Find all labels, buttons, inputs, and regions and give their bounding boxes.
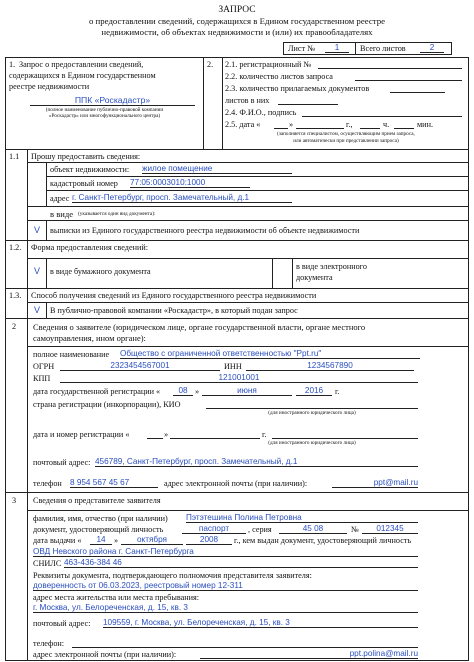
section-1-2-number: 1.2. [9,243,22,252]
attached-docs-line [390,92,445,93]
section-1-text-3: реестре недвижимости [9,82,90,91]
sheet-count-label: 2.2. количество листов запроса [225,72,333,81]
inn-label: ИНН [224,362,242,371]
paper-form-label: в виде бумажного документа [50,267,151,276]
registration-number-label: 2.1. регистрационный № [225,60,312,69]
registration-date-label: дата государственной регистрации « [33,387,161,396]
registration-date-quote: » [195,387,200,396]
rep-doc-value: паспорт [182,525,246,534]
snils-label: СНИЛС [33,559,62,568]
form-subtitle-line-1: о предоставлении сведений, содержащихся в Едином государственном реестре [88,16,386,26]
sheet-number-value: 1 [325,44,349,53]
total-sheets-label: Всего листов [360,44,406,53]
form-subtitle-line-2: недвижимости, об объектах недвижимости и (или) их правообладателях [101,27,373,37]
office-note-2: или автоматически при представлении запроса) [293,138,399,144]
extract-option-label: выписки из Единого государственного реестра недвижимости об объекте недвижимости [50,226,360,235]
rep-phone-label: телефон: [33,639,65,648]
postal-address-value: 456789, Санкт-Петербург, просп. Замечательный, д.1 [95,458,418,467]
section-2b-number: 2 [12,322,17,331]
rep-issue-quote: » [114,536,119,545]
section-3-title: Сведения о представителе заявителя [33,496,161,505]
rep-issue-date-label: дата выдачи « [33,536,82,545]
attached-sheets-label: листов в них [225,96,270,105]
object-label: объект недвижимости: [50,165,130,174]
section-1-3-title: Способ получения сведений из Единого государственного реестра недвижимости [31,291,317,300]
country-note: (для иностранного юридического лица) [268,410,356,416]
date-hour-line [360,128,380,129]
organization-note-1: (полное наименование публично-правовой компании [45,107,164,113]
rep-issue-day: 14 [90,536,112,545]
view-label: в виде [50,209,74,219]
section-1-1-number: 1.1 [9,152,20,161]
section-1-text-1: Запрос о предоставлении сведений, [19,60,144,69]
section-1-3-number: 1.3. [9,291,22,300]
total-sheets-value: 2 [420,44,444,53]
date-year-suffix: г., [346,120,353,129]
country-line [206,408,418,409]
foreign-reg-note: (для иностранного юридического лица) [268,440,356,446]
organization-note-2: «Роскадастр» или многофункционального центра) [48,113,161,119]
rep-postal-value: 109559, г. Москва, ул. Белореченская, д. 15, кв. 3 [103,619,418,628]
applicant-title-1: Сведения о заявителе (юридическом лице, органе государственной власти, органе местного [33,322,366,332]
applicant-title-2: самоуправления, ином органе): [33,333,146,343]
phone-label: телефон [33,479,62,488]
email-label: адрес электронной почты (при наличии): [164,479,308,488]
registration-number-line [318,68,462,69]
form-title: ЗАПРОС [218,5,256,15]
delivery-checkbox[interactable]: V [34,305,41,315]
ogrn-value: 2323454567001 [60,362,220,371]
signature-line [302,116,462,117]
extract-checkbox[interactable]: V [34,225,41,235]
date-month-line [296,128,344,129]
country-label: страна регистрации (инкорпорации), КИО [33,400,181,409]
rep-number-label: № [351,525,359,534]
object-address-label: адрес [50,194,70,203]
organization-name: ППК «Роскадастр» [30,96,195,106]
rep-series-value: 45 08 [279,525,347,534]
section-2-number: 2. [207,60,214,69]
rep-issuer-label: г., кем выдан документ, удостоверяющий личность [234,536,412,545]
paper-form-checkbox[interactable]: V [34,266,41,276]
foreign-reg-year-suffix: г. [262,430,267,439]
date-label: 2.5. дата « [225,120,261,129]
foreign-registration-label: дата и номер регистрации « [33,430,130,439]
cadastral-number-label: кадастровый номер [50,179,118,188]
foreign-reg-quote: » [164,430,169,439]
kpp-value: 121001001 [60,374,418,383]
rep-email-label: адрес электронной почты (при наличии): [33,650,177,659]
office-note-1: (заполняется специалистом, осуществляющим прием запроса, [277,131,415,137]
section-1-1-title: Прошу предоставить сведения: [31,152,141,161]
electronic-form-label-2: документа [296,273,333,282]
residence-label: адрес места жительства или места пребывания: [33,593,200,602]
ogrn-label: ОГРН [33,362,55,371]
cadastral-number-value: 77:05:0003010:1000 [130,179,250,188]
sheet-number-label: Лист № [288,44,316,53]
section-3-number: 3 [12,496,17,505]
residence-value: г. Москва, ул. Белореченская, д. 15, кв. 3 [33,604,418,613]
rep-doc-label: документ, удостоверяющий личность [33,525,164,534]
sheet-count-line [355,80,462,81]
date-quote: » [289,120,294,129]
date-day-line [274,128,288,129]
rep-fio-label: фамилия, имя, отчество (при наличии) [33,514,168,523]
rep-fio-value: Пэтэтешина Полина Петровна [186,514,418,523]
rep-issue-year: 2008 [186,536,232,545]
rep-postal-label: почтовый адрес: [33,619,91,628]
full-name-value: Общество с ограниченной ответственностью "Ppt.ru" [120,350,420,359]
inn-value: 1234567890 [246,362,414,371]
delivery-option-label: В публично-правовой компании «Роскадастр», в который подан запрос [50,306,298,315]
kpp-label: КПП [33,374,51,383]
rep-series-label: , серия [248,525,272,534]
rep-phone-line [72,647,418,648]
authority-doc-label: Реквизиты документа, подтверждающего полномочия представителя заявителя: [33,571,312,580]
section-1-2-title: Форма предоставления сведений: [31,243,148,252]
object-value: жилое помещение [142,165,292,174]
snils-value: 463-436-384 46 [64,559,418,568]
email-value: ppt@mail.ru [332,479,418,488]
registration-day: 08 [173,387,193,396]
registration-month: июня [202,387,292,396]
signature-label: 2.4. Ф.И.О., подпись [225,108,297,117]
rep-number-value: 012345 [362,525,418,534]
registration-year-suffix: г. [335,387,340,396]
authority-doc-value: доверенность от 06.03.2023, реестровый номер 12-311 [33,582,418,591]
phone-value: 8 954 567 45 67 [70,479,158,488]
registration-year: 2016 [296,387,332,396]
section-1-number: 1. [9,60,16,69]
attached-docs-label: 2.3. количество прилагаемых документов [225,84,370,93]
foreign-reg-number-line [272,438,418,439]
section-1-text-2: содержащихся в Едином государственном [9,71,156,80]
rep-issuer-value: ОВД Невского района г. Санкт-Петербурга [33,548,418,557]
object-address-value: г. Санкт-Петербург, просп. Замечательный, д.1 [72,194,292,203]
date-hour-suffix: ч. [383,120,390,129]
foreign-reg-day-line [147,438,163,439]
electronic-form-checkbox[interactable] [275,262,289,276]
date-minute-line [394,128,414,129]
postal-address-label: почтовый адрес: [33,458,91,467]
foreign-reg-month-line [170,438,260,439]
rep-email-value: ppt.polina@mail.ru [200,650,418,659]
view-note: (указывается один вид документа): [78,211,156,217]
rep-issue-month: октября [121,536,183,545]
electronic-form-label-1: в виде электронного [296,262,367,271]
attached-sheets-line [278,104,338,105]
date-minute-suffix: мин. [417,120,433,129]
full-name-label: полное наименование [33,350,110,359]
